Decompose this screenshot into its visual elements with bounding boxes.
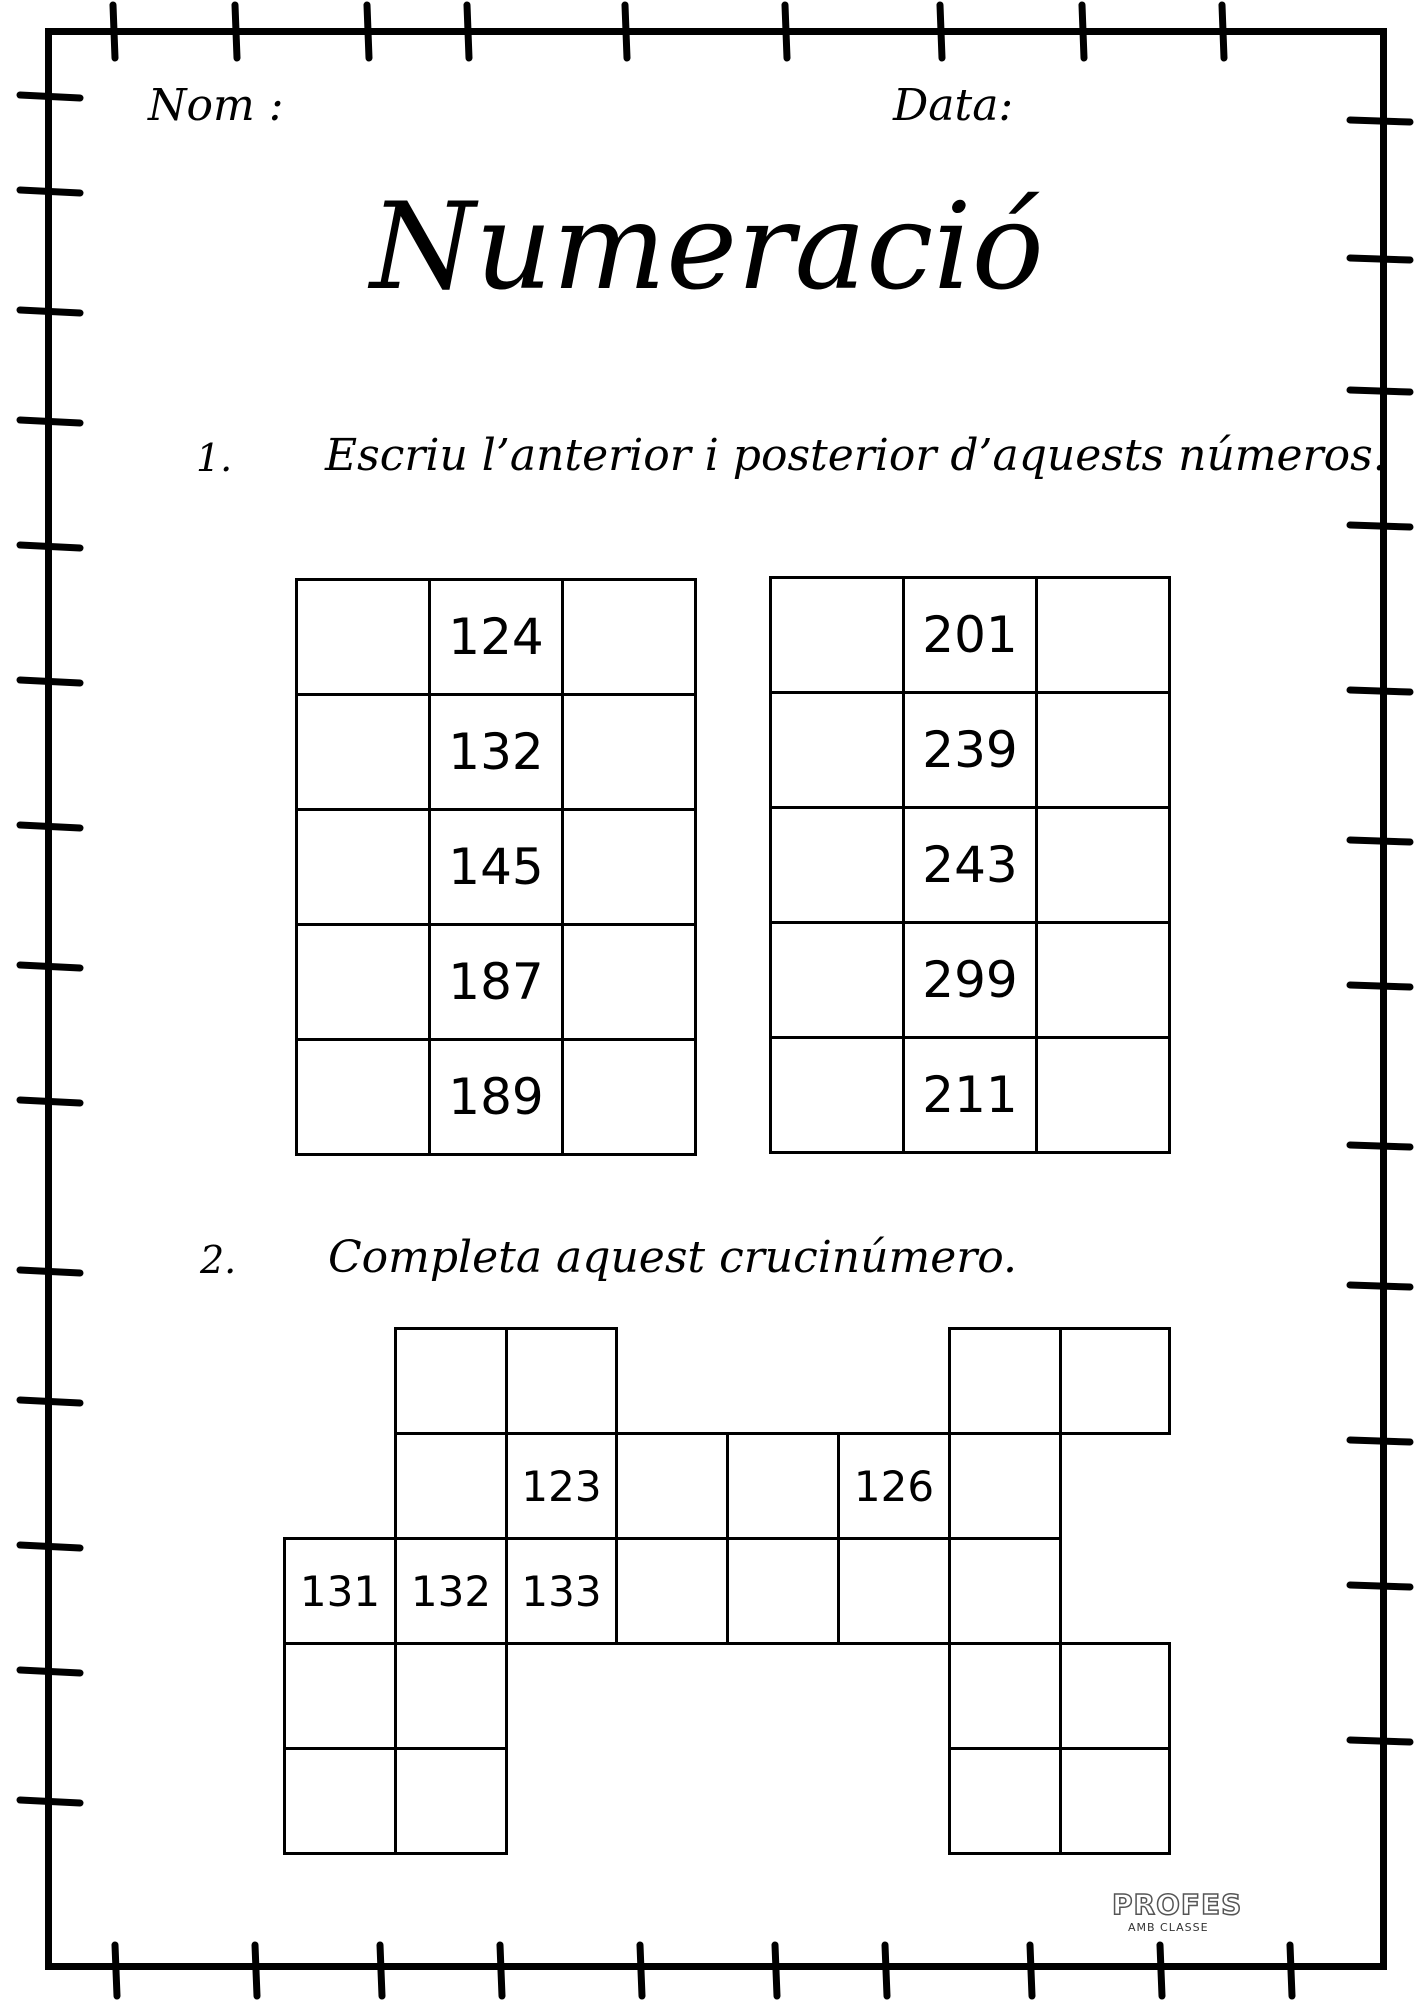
exercise-2-number: 2. <box>200 1238 237 1282</box>
exercise-2-instruction: Completa aquest crucinúmero. <box>328 1232 1017 1283</box>
number-cell: 187 <box>430 925 563 1040</box>
crossnumber-cell: 133 <box>505 1537 618 1645</box>
number-cell: 132 <box>430 695 563 810</box>
crossnumber-cell: 131 <box>283 1537 397 1645</box>
crossnumber-cell: 132 <box>394 1537 508 1645</box>
crossnumber-cell[interactable] <box>1059 1642 1171 1750</box>
crossnumber-cell[interactable] <box>394 1747 508 1855</box>
crossnumber-cell[interactable] <box>726 1537 840 1645</box>
number-cell: 211 <box>904 1038 1037 1153</box>
crossnumber-cell[interactable] <box>948 1537 1062 1645</box>
exercise-1-instruction: Escriu l’anterior i posterior d’aquests números. <box>325 430 1387 481</box>
logo-word: PROFES <box>1112 1888 1243 1921</box>
crossnumber-cell[interactable] <box>505 1327 618 1435</box>
crossnumber-cell[interactable] <box>1059 1747 1171 1855</box>
crossnumber-cell[interactable] <box>394 1642 508 1750</box>
crossnumber-cell[interactable] <box>948 1747 1062 1855</box>
crossnumber-cell: 123 <box>505 1432 618 1540</box>
crossnumber-cell[interactable] <box>726 1432 840 1540</box>
crossnumber-cell[interactable] <box>394 1327 508 1435</box>
crossnumber-cell[interactable] <box>615 1537 729 1645</box>
crossnumber-cell[interactable] <box>1059 1327 1171 1435</box>
crossnumber-cell[interactable] <box>948 1327 1062 1435</box>
crossnumber-cell[interactable] <box>615 1432 729 1540</box>
crossnumber-cell[interactable] <box>948 1432 1062 1540</box>
exercise-1-number: 1. <box>196 436 233 480</box>
number-cell: 201 <box>904 578 1037 693</box>
profes-amb-classe-logo <box>1112 1888 1242 1934</box>
crossnumber-cell[interactable] <box>394 1432 508 1540</box>
name-label: Nom : <box>148 80 284 131</box>
number-cell: 189 <box>430 1040 563 1155</box>
number-cell: 124 <box>430 580 563 695</box>
number-cell: 239 <box>904 693 1037 808</box>
number-cell: 145 <box>430 810 563 925</box>
logo-subtitle: AMB CLASSE <box>1128 1921 1209 1934</box>
date-label: Data: <box>893 80 1014 131</box>
crossnumber-cell[interactable] <box>283 1747 397 1855</box>
crossnumber-cell[interactable] <box>837 1537 951 1645</box>
crossnumber-cell[interactable] <box>948 1642 1062 1750</box>
number-cell: 243 <box>904 808 1037 923</box>
page-title: Numeració <box>370 178 1044 317</box>
number-cell: 299 <box>904 923 1037 1038</box>
crossnumber-cell: 126 <box>837 1432 951 1540</box>
crossnumber-cell[interactable] <box>283 1642 397 1750</box>
